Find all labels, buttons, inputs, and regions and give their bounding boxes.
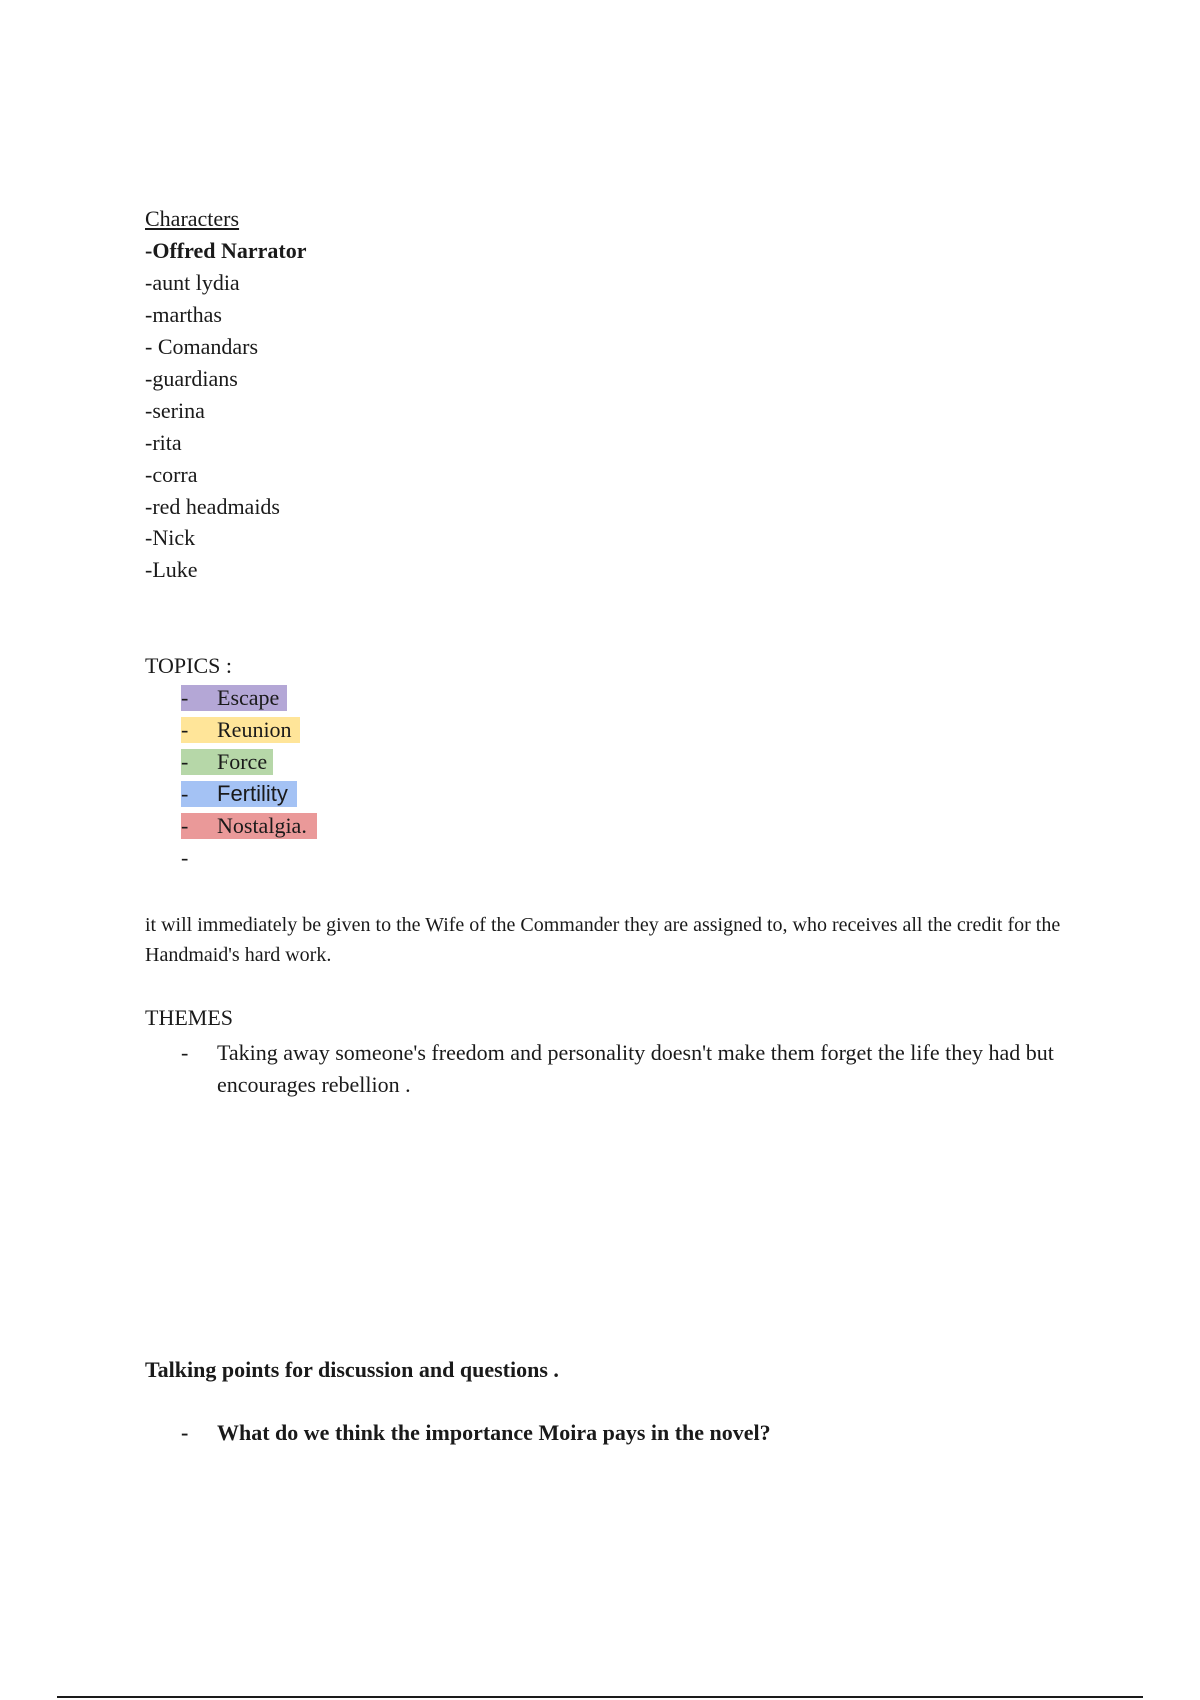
character-narrator: -Offred Narrator (145, 238, 307, 263)
character-item: -rita (145, 430, 182, 455)
talking-point-dash: - (181, 1420, 189, 1445)
topic-label: Reunion (217, 717, 292, 742)
character-item: -corra (145, 462, 198, 487)
character-item: -Luke (145, 557, 198, 582)
topic-label: Fertility (217, 781, 288, 806)
topic-dash: - (181, 813, 189, 838)
character-item: -Nick (145, 525, 196, 550)
theme-item: Taking away someone's freedom and personality doesn't make them forget the life they had but encourages rebellion . (217, 1040, 1054, 1097)
character-item: -marthas (145, 302, 222, 327)
character-item: -aunt lydia (145, 270, 240, 295)
topic-dash: - (181, 749, 189, 774)
topic-dash: - (181, 685, 189, 710)
character-item: -red headmaids (145, 494, 280, 519)
body-paragraph: it will immediately be given to the Wife of the Commander they are assigned to, who receives all the credit for the Handmaid's hard work. (145, 914, 1061, 966)
topic-dash: - (181, 845, 189, 870)
theme-dash: - (181, 1040, 189, 1065)
themes-heading: THEMES (145, 1005, 233, 1030)
talking-points-heading: Talking points for discussion and questions . (145, 1357, 559, 1382)
topic-label: Escape (217, 685, 280, 710)
footer-rule (57, 1696, 1143, 1698)
topics-heading: TOPICS : (145, 653, 233, 678)
talking-point-question: What do we think the importance Moira pays in the novel? (217, 1420, 771, 1445)
characters-heading: Characters (145, 206, 240, 231)
character-item: -serina (145, 398, 205, 423)
character-item: -guardians (145, 366, 238, 391)
topic-dash: - (181, 781, 189, 806)
topic-dash: - (181, 717, 189, 742)
topic-label: Nostalgia. (217, 813, 307, 838)
character-item: - Comandars (145, 334, 259, 359)
topic-label: Force (217, 749, 268, 774)
